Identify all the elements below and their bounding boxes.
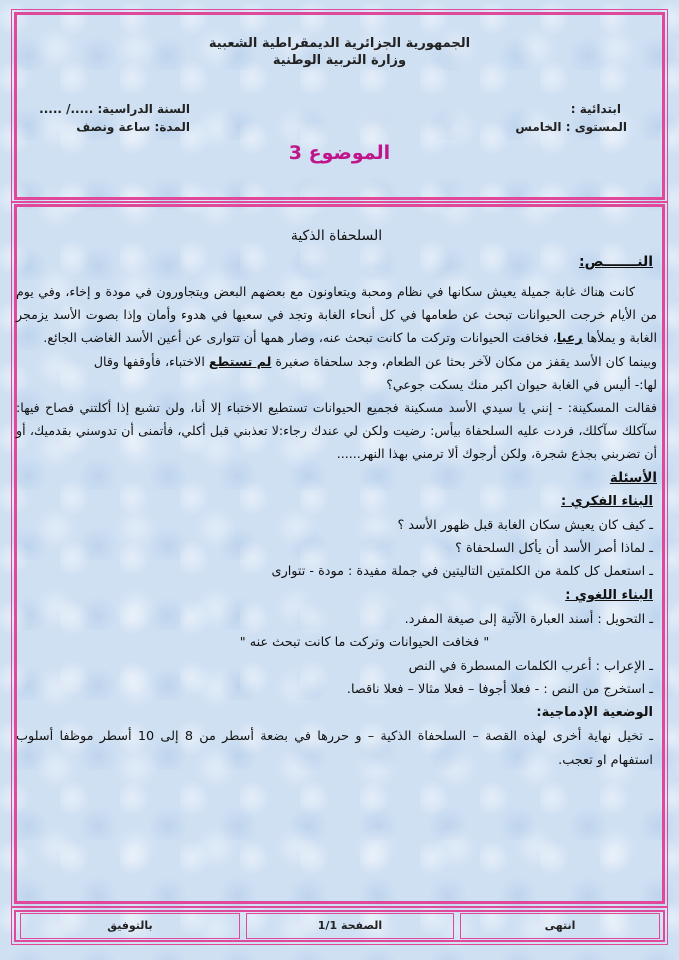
- paragraph-1: كانت هناك غابة جميلة يعيش سكانها في نظام ومحبة ويتعاونون مع بعضهم البعض ويتجاورون في مودة و إخاء، وفي يوم من الأيام خرجت الحيوانات تبحث عن طعامها في كل أنحاء الغابة وتجد في سعيها في هدوء وأمان وإذا بصوت الأسد يزمجر الغابة و يملأها رعبا، فخافت الحيوانات وتركت ما كانت تبحث عنه، وصار همها أن تتوارى عن أعين الأسد الغاضب الجائع.: [16, 284, 657, 346]
- language-label: البناء اللغوي :: [565, 587, 653, 603]
- level-label: ابتدائية :: [570, 102, 621, 116]
- underlined-word: رعبا: [556, 330, 583, 346]
- story-text: [16, 280, 657, 466]
- integration-task: ـ تخيل نهاية أخرى لهذه القصة – السلحفاة الذكية – و حررها في بضعة أسطر من 8 إلى 10 أسطر موظفا أسلوب استفهام او تعجب.: [16, 729, 653, 768]
- question-item: ـ الإعراب : أعرب الكلمات المسطرة في النص: [408, 658, 653, 674]
- question-item: ـ استخرج من النص : - فعلا أجوفا – فعلا مثالا – فعلا ناقصا.: [346, 682, 653, 698]
- question-item: ـ كيف كان يعيش سكان الغابة قبل ظهور الأسد ؟: [397, 517, 653, 533]
- paragraph-2: وبينما كان الأسد يقفز من مكان لآخر بحثا عن الطعام، وجد سلحفاة صغيرة لم تستطع الاختباء، فأوقفها وقال: [93, 353, 657, 369]
- footer-end: انتهى: [460, 913, 660, 939]
- paragraph-3: لها:- أليس في الغابة حيوان اكبر منك يسكت جوعي؟: [386, 376, 657, 392]
- republic-title: الجمهورية الجزائرية الديمقراطية الشعبية: [208, 36, 471, 51]
- questions-title: الأسئلة: [609, 469, 657, 486]
- comprehension-label: البناء الفكري :: [561, 493, 653, 509]
- question-item: ـ لماذا أصر الأسد أن يأكل السلحفاة ؟: [455, 541, 653, 557]
- grade-label: المستوى : الخامس: [515, 120, 627, 134]
- subject-title: الموضوع 3: [288, 142, 391, 164]
- story-title: السلحفاة الذكية: [290, 228, 383, 244]
- text-label: النـــــــص:: [579, 254, 653, 270]
- quoted-sentence: " فخافت الحيوانات وتركت ما كانت تبحث عنه ": [239, 635, 490, 651]
- footer-good-luck: بالتوفيق: [20, 913, 240, 939]
- underlined-word: لم تستطع: [208, 353, 272, 369]
- school-year: السنة الدراسية: ...../ .....: [39, 102, 190, 116]
- question-item: ـ التحويل : أسند العبارة الآتية إلى صيغة المفرد.: [404, 611, 653, 627]
- question-item: ـ استعمل كل كلمة من الكلمتين التاليتين في جملة مفيدة : مودة - تتوارى: [271, 564, 653, 580]
- footer-page-number: الصفحة 1/1: [246, 913, 454, 939]
- integration-label: الوضعية الإدماجية:: [536, 705, 653, 721]
- ministry-title: وزارة التربية الوطنية: [272, 53, 407, 68]
- duration: المدة: ساعة ونصف: [76, 120, 190, 134]
- main-content: [16, 228, 657, 772]
- paragraph-4: فقالت المسكينة: - إنني يا سيدي الأسد مسكينة فجميع الحيوانات تستطيع الاختباء إلا أنا، ولن تشبع إذا أكلتني فصاح فيها: سآكلك سآكلك، فردت عليه السلحفاة بيأس: رضيت ولكن لي عندك رجاء:لا تعذبني قبل أكلي، فأتمنى أن تدوسني بقدميك، أو أن تضربني بجذع شجرة، ولكن أرجوك ألا ترمني بهذا النهر......: [16, 400, 657, 462]
